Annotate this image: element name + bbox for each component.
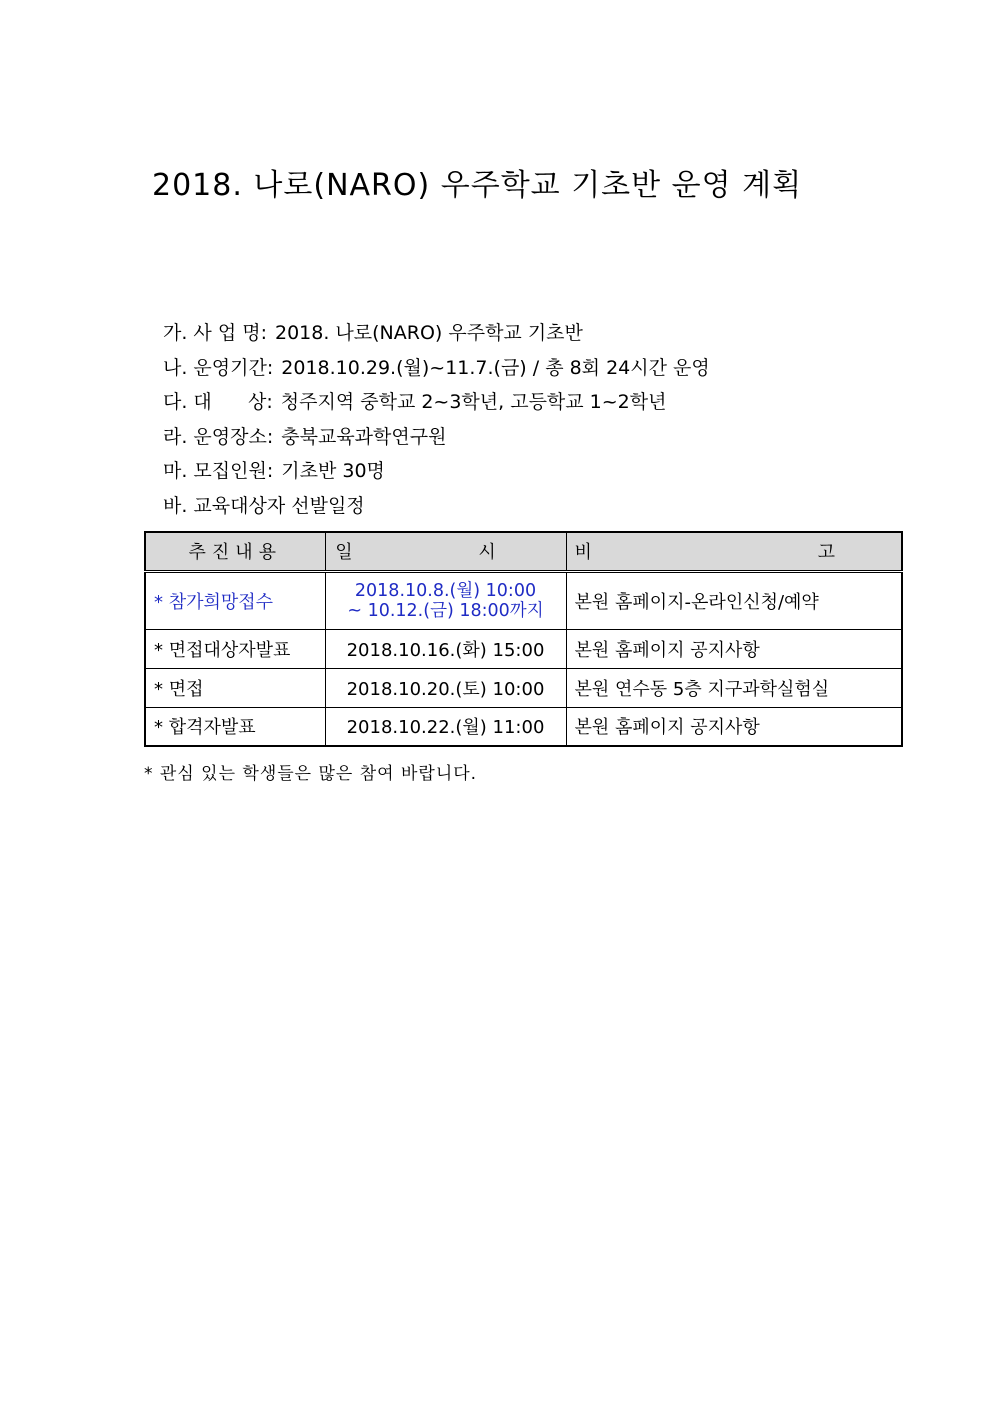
- header-note: 비 고: [566, 532, 902, 571]
- cell-note: 본원 홈페이지 공지사항: [566, 707, 902, 746]
- cell-note: 본원 홈페이지-온라인신청/예약: [566, 571, 902, 629]
- cell-note: 본원 홈페이지 공지사항: [566, 629, 902, 668]
- page-title: 2018. 나로(NARO) 우주학교 기초반 운영 계획: [152, 168, 803, 203]
- cell-date: 2018.10.16.(화) 15:00: [325, 629, 566, 668]
- info-item: [163, 316, 710, 351]
- info-item: [163, 351, 710, 386]
- cell-item: * 참가희망접수: [145, 571, 325, 629]
- info-list: [163, 316, 710, 523]
- footnote: * 관심 있는 학생들은 많은 참여 바랍니다.: [144, 764, 478, 784]
- info-label: 바. 교육대상자 선발일정: [163, 494, 365, 517]
- cell-note: 본원 연수동 5층 지구과학실험실: [566, 668, 902, 707]
- info-item: [163, 385, 710, 420]
- info-item: [163, 420, 710, 455]
- cell-date-line: 2018.10.8.(월) 10:00: [354, 580, 537, 601]
- info-label: 마. 모집인원:: [163, 460, 274, 482]
- cell-date: [325, 571, 566, 629]
- info-label: 라. 운영장소:: [163, 425, 274, 448]
- header-item: 추진내용: [145, 532, 325, 571]
- info-value: 기초반 30명: [281, 460, 385, 482]
- table-row: [145, 571, 902, 629]
- table-header-row: [145, 532, 902, 571]
- info-label: 나. 운영기간:: [163, 356, 274, 379]
- info-item: [163, 489, 710, 524]
- cell-item: * 합격자발표: [145, 707, 325, 746]
- cell-date: 2018.10.20.(토) 10:00: [325, 668, 566, 707]
- table-row: [145, 668, 902, 707]
- table-row: [145, 629, 902, 668]
- info-item: [163, 454, 710, 489]
- info-label: 가. 사 업 명:: [163, 322, 267, 344]
- cell-item: * 면접대상자발표: [145, 629, 325, 668]
- selection-schedule-table: [144, 531, 945, 747]
- cell-date: 2018.10.22.(월) 11:00: [325, 707, 566, 746]
- info-value: 청주지역 중학교 2~3학년, 고등학교 1~2학년: [280, 391, 667, 413]
- info-value: 2018.10.29.(월)~11.7.(금) / 총 8회 24시간 운영: [281, 356, 710, 379]
- cell-item: * 면접: [145, 668, 325, 707]
- info-value: 2018. 나로(NARO) 우주학교 기초반: [274, 322, 583, 344]
- info-value: 충북교육과학연구원: [281, 425, 447, 448]
- header-date: 일 시: [325, 532, 566, 571]
- cell-date-line: ~ 10.12.(금) 18:00까지: [347, 600, 544, 621]
- table-row: [145, 707, 902, 746]
- info-label: 다. 대 상:: [163, 391, 273, 413]
